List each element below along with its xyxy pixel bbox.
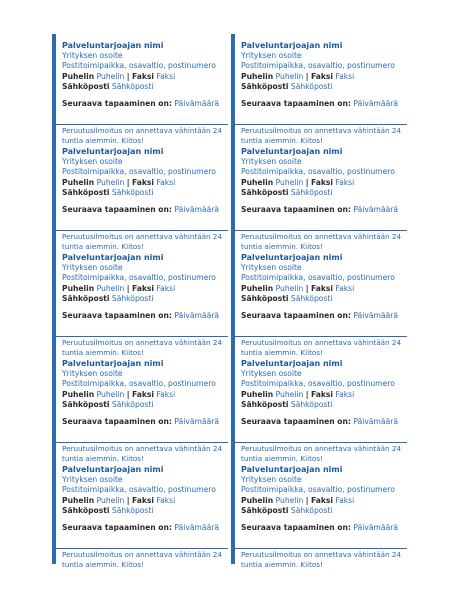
email-line bbox=[241, 400, 405, 410]
next-appointment-line bbox=[241, 311, 405, 321]
fax-label: Faksi bbox=[131, 71, 155, 81]
cancellation-note: Peruutusilmoitus on annettava vähintään 24 tuntia aiemmin. Kiitos! bbox=[241, 550, 402, 569]
next-appointment-date: Päivämäärä bbox=[174, 522, 220, 532]
company-address: Yrityksen osoite bbox=[241, 369, 302, 378]
provider-name: Palveluntarjoajan nimi bbox=[62, 147, 164, 156]
email-line bbox=[62, 188, 226, 198]
provider-name: Palveluntarjoajan nimi bbox=[241, 253, 343, 262]
fax-value: Faksi bbox=[156, 283, 176, 293]
appointment-card bbox=[231, 34, 407, 145]
cancellation-note: Peruutusilmoitus on annettava vähintään 24 tuntia aiemmin. Kiitos! bbox=[62, 550, 223, 569]
fax-value: Faksi bbox=[335, 495, 355, 505]
fax-label: Faksi bbox=[310, 177, 334, 187]
fax-value: Faksi bbox=[335, 283, 355, 293]
cancellation-note: Peruutusilmoitus on annettava vähintään 24 tuntia aiemmin. Kiitos! bbox=[62, 232, 223, 251]
company-address: Yrityksen osoite bbox=[62, 51, 123, 60]
postal-line: Postitoimipaikka, osavaltio, postinumero bbox=[62, 273, 216, 283]
next-appointment-label: Seuraava tapaaminen on: bbox=[241, 416, 351, 426]
email-value: Sähköposti bbox=[290, 400, 333, 410]
email-line bbox=[62, 506, 226, 516]
email-label: Sähköposti bbox=[241, 294, 289, 304]
next-appointment-date: Päivämäärä bbox=[353, 204, 399, 214]
email-label: Sähköposti bbox=[62, 294, 110, 304]
email-line bbox=[62, 400, 226, 410]
next-appointment-label: Seuraava tapaaminen on: bbox=[62, 416, 172, 426]
contact-line bbox=[241, 284, 405, 294]
postal-line: Postitoimipaikka, osavaltio, postinumero bbox=[241, 167, 395, 177]
cancellation-note: Peruutusilmoitus on annettava vähintään 24 tuntia aiemmin. Kiitos! bbox=[62, 126, 223, 145]
email-line bbox=[62, 294, 226, 304]
next-appointment-line bbox=[241, 205, 405, 215]
phone-value: Puhelin bbox=[96, 177, 125, 187]
email-value: Sähköposti bbox=[111, 188, 154, 198]
provider-name: Palveluntarjoajan nimi bbox=[62, 41, 164, 50]
phone-value: Puhelin bbox=[96, 283, 125, 293]
email-label: Sähköposti bbox=[62, 82, 110, 92]
fax-value: Faksi bbox=[335, 177, 355, 187]
provider-name: Palveluntarjoajan nimi bbox=[62, 465, 164, 474]
postal-line: Postitoimipaikka, osavaltio, postinumero bbox=[62, 485, 216, 495]
separator: | bbox=[305, 71, 309, 81]
appointment-card bbox=[231, 140, 407, 251]
separator: | bbox=[126, 389, 130, 399]
separator: | bbox=[126, 495, 130, 505]
contact-line bbox=[62, 178, 226, 188]
phone-label: Puhelin bbox=[62, 389, 95, 399]
postal-line: Postitoimipaikka, osavaltio, postinumero bbox=[62, 379, 216, 389]
phone-value: Puhelin bbox=[275, 389, 304, 399]
next-appointment-date: Päivämäärä bbox=[353, 416, 399, 426]
divider bbox=[235, 230, 407, 231]
phone-label: Puhelin bbox=[62, 71, 95, 81]
postal-line: Postitoimipaikka, osavaltio, postinumero bbox=[62, 167, 216, 177]
divider bbox=[235, 442, 407, 443]
phone-label: Puhelin bbox=[62, 177, 95, 187]
postal-line: Postitoimipaikka, osavaltio, postinumero bbox=[241, 379, 395, 389]
divider bbox=[235, 548, 407, 549]
appointment-card bbox=[231, 246, 407, 357]
contact-line bbox=[241, 178, 405, 188]
contact-line bbox=[62, 496, 226, 506]
next-appointment-date: Päivämäärä bbox=[174, 98, 220, 108]
postal-line: Postitoimipaikka, osavaltio, postinumero bbox=[241, 61, 395, 71]
phone-value: Puhelin bbox=[275, 495, 304, 505]
appointment-card bbox=[52, 34, 228, 145]
email-line bbox=[241, 188, 405, 198]
fax-label: Faksi bbox=[310, 495, 334, 505]
fax-label: Faksi bbox=[131, 389, 155, 399]
cancellation-note: Peruutusilmoitus on annettava vähintään 24 tuntia aiemmin. Kiitos! bbox=[241, 126, 402, 145]
phone-label: Puhelin bbox=[62, 283, 95, 293]
company-address: Yrityksen osoite bbox=[62, 263, 123, 272]
email-line bbox=[241, 294, 405, 304]
phone-value: Puhelin bbox=[275, 71, 304, 81]
email-value: Sähköposti bbox=[290, 506, 333, 516]
company-address: Yrityksen osoite bbox=[62, 475, 123, 484]
fax-value: Faksi bbox=[335, 389, 355, 399]
email-value: Sähköposti bbox=[111, 400, 154, 410]
contact-line bbox=[241, 72, 405, 82]
provider-name: Palveluntarjoajan nimi bbox=[241, 359, 343, 368]
email-label: Sähköposti bbox=[62, 506, 110, 516]
next-appointment-date: Päivämäärä bbox=[174, 204, 220, 214]
next-appointment-line bbox=[241, 523, 405, 533]
company-address: Yrityksen osoite bbox=[241, 157, 302, 166]
fax-value: Faksi bbox=[156, 495, 176, 505]
appointment-card bbox=[231, 352, 407, 463]
divider bbox=[56, 442, 228, 443]
next-appointment-line bbox=[62, 205, 226, 215]
next-appointment-line bbox=[241, 417, 405, 427]
email-label: Sähköposti bbox=[241, 400, 289, 410]
email-value: Sähköposti bbox=[111, 506, 154, 516]
provider-name: Palveluntarjoajan nimi bbox=[241, 147, 343, 156]
phone-label: Puhelin bbox=[241, 283, 274, 293]
next-appointment-line bbox=[62, 523, 226, 533]
next-appointment-date: Päivämäärä bbox=[353, 522, 399, 532]
phone-value: Puhelin bbox=[96, 71, 125, 81]
contact-line bbox=[241, 390, 405, 400]
divider bbox=[56, 230, 228, 231]
phone-value: Puhelin bbox=[96, 495, 125, 505]
next-appointment-label: Seuraava tapaaminen on: bbox=[241, 98, 351, 108]
phone-value: Puhelin bbox=[275, 283, 304, 293]
phone-label: Puhelin bbox=[62, 495, 95, 505]
contact-line bbox=[62, 284, 226, 294]
cancellation-note: Peruutusilmoitus on annettava vähintään 24 tuntia aiemmin. Kiitos! bbox=[241, 338, 402, 357]
next-appointment-date: Päivämäärä bbox=[174, 310, 220, 320]
phone-label: Puhelin bbox=[241, 71, 274, 81]
appointment-card bbox=[52, 352, 228, 463]
fax-label: Faksi bbox=[131, 495, 155, 505]
next-appointment-line bbox=[62, 311, 226, 321]
fax-label: Faksi bbox=[131, 177, 155, 187]
next-appointment-date: Päivämäärä bbox=[174, 416, 220, 426]
email-label: Sähköposti bbox=[241, 188, 289, 198]
next-appointment-label: Seuraava tapaaminen on: bbox=[62, 204, 172, 214]
email-line bbox=[241, 506, 405, 516]
email-label: Sähköposti bbox=[62, 188, 110, 198]
separator: | bbox=[126, 71, 130, 81]
next-appointment-label: Seuraava tapaaminen on: bbox=[62, 522, 172, 532]
appointment-card bbox=[52, 140, 228, 251]
phone-label: Puhelin bbox=[241, 495, 274, 505]
next-appointment-line bbox=[241, 99, 405, 109]
cancellation-note: Peruutusilmoitus on annettava vähintään 24 tuntia aiemmin. Kiitos! bbox=[241, 232, 402, 251]
separator: | bbox=[126, 177, 130, 187]
appointment-card bbox=[52, 246, 228, 357]
divider bbox=[235, 336, 407, 337]
fax-value: Faksi bbox=[156, 389, 176, 399]
fax-label: Faksi bbox=[310, 71, 334, 81]
next-appointment-line bbox=[62, 417, 226, 427]
fax-value: Faksi bbox=[335, 71, 355, 81]
email-value: Sähköposti bbox=[290, 188, 333, 198]
email-value: Sähköposti bbox=[111, 294, 154, 304]
company-address: Yrityksen osoite bbox=[241, 263, 302, 272]
next-appointment-label: Seuraava tapaaminen on: bbox=[241, 522, 351, 532]
appointment-card bbox=[52, 458, 228, 569]
postal-line: Postitoimipaikka, osavaltio, postinumero bbox=[241, 273, 395, 283]
contact-line bbox=[241, 496, 405, 506]
email-label: Sähköposti bbox=[62, 400, 110, 410]
separator: | bbox=[305, 283, 309, 293]
company-address: Yrityksen osoite bbox=[241, 475, 302, 484]
fax-label: Faksi bbox=[310, 389, 334, 399]
email-label: Sähköposti bbox=[241, 82, 289, 92]
cancellation-note: Peruutusilmoitus on annettava vähintään 24 tuntia aiemmin. Kiitos! bbox=[62, 444, 223, 463]
provider-name: Palveluntarjoajan nimi bbox=[62, 253, 164, 262]
fax-value: Faksi bbox=[156, 177, 176, 187]
divider bbox=[56, 336, 228, 337]
phone-value: Puhelin bbox=[96, 389, 125, 399]
fax-label: Faksi bbox=[131, 283, 155, 293]
next-appointment-date: Päivämäärä bbox=[353, 310, 399, 320]
next-appointment-date: Päivämäärä bbox=[353, 98, 399, 108]
company-address: Yrityksen osoite bbox=[62, 157, 123, 166]
phone-label: Puhelin bbox=[241, 177, 274, 187]
postal-line: Postitoimipaikka, osavaltio, postinumero bbox=[241, 485, 395, 495]
divider bbox=[56, 124, 228, 125]
email-label: Sähköposti bbox=[241, 506, 289, 516]
company-address: Yrityksen osoite bbox=[62, 369, 123, 378]
divider bbox=[56, 548, 228, 549]
email-line bbox=[62, 82, 226, 92]
next-appointment-label: Seuraava tapaaminen on: bbox=[241, 310, 351, 320]
next-appointment-label: Seuraava tapaaminen on: bbox=[62, 98, 172, 108]
divider bbox=[235, 124, 407, 125]
next-appointment-label: Seuraava tapaaminen on: bbox=[241, 204, 351, 214]
fax-label: Faksi bbox=[310, 283, 334, 293]
contact-line bbox=[62, 390, 226, 400]
separator: | bbox=[305, 495, 309, 505]
contact-line bbox=[62, 72, 226, 82]
postal-line: Postitoimipaikka, osavaltio, postinumero bbox=[62, 61, 216, 71]
email-value: Sähköposti bbox=[290, 82, 333, 92]
provider-name: Palveluntarjoajan nimi bbox=[241, 465, 343, 474]
separator: | bbox=[305, 177, 309, 187]
company-address: Yrityksen osoite bbox=[241, 51, 302, 60]
fax-value: Faksi bbox=[156, 71, 176, 81]
appointment-card bbox=[231, 458, 407, 569]
provider-name: Palveluntarjoajan nimi bbox=[241, 41, 343, 50]
next-appointment-label: Seuraava tapaaminen on: bbox=[62, 310, 172, 320]
email-value: Sähköposti bbox=[290, 294, 333, 304]
cancellation-note: Peruutusilmoitus on annettava vähintään 24 tuntia aiemmin. Kiitos! bbox=[62, 338, 223, 357]
email-value: Sähköposti bbox=[111, 82, 154, 92]
provider-name: Palveluntarjoajan nimi bbox=[62, 359, 164, 368]
phone-label: Puhelin bbox=[241, 389, 274, 399]
next-appointment-line bbox=[62, 99, 226, 109]
separator: | bbox=[305, 389, 309, 399]
separator: | bbox=[126, 283, 130, 293]
phone-value: Puhelin bbox=[275, 177, 304, 187]
cancellation-note: Peruutusilmoitus on annettava vähintään 24 tuntia aiemmin. Kiitos! bbox=[241, 444, 402, 463]
email-line bbox=[241, 82, 405, 92]
